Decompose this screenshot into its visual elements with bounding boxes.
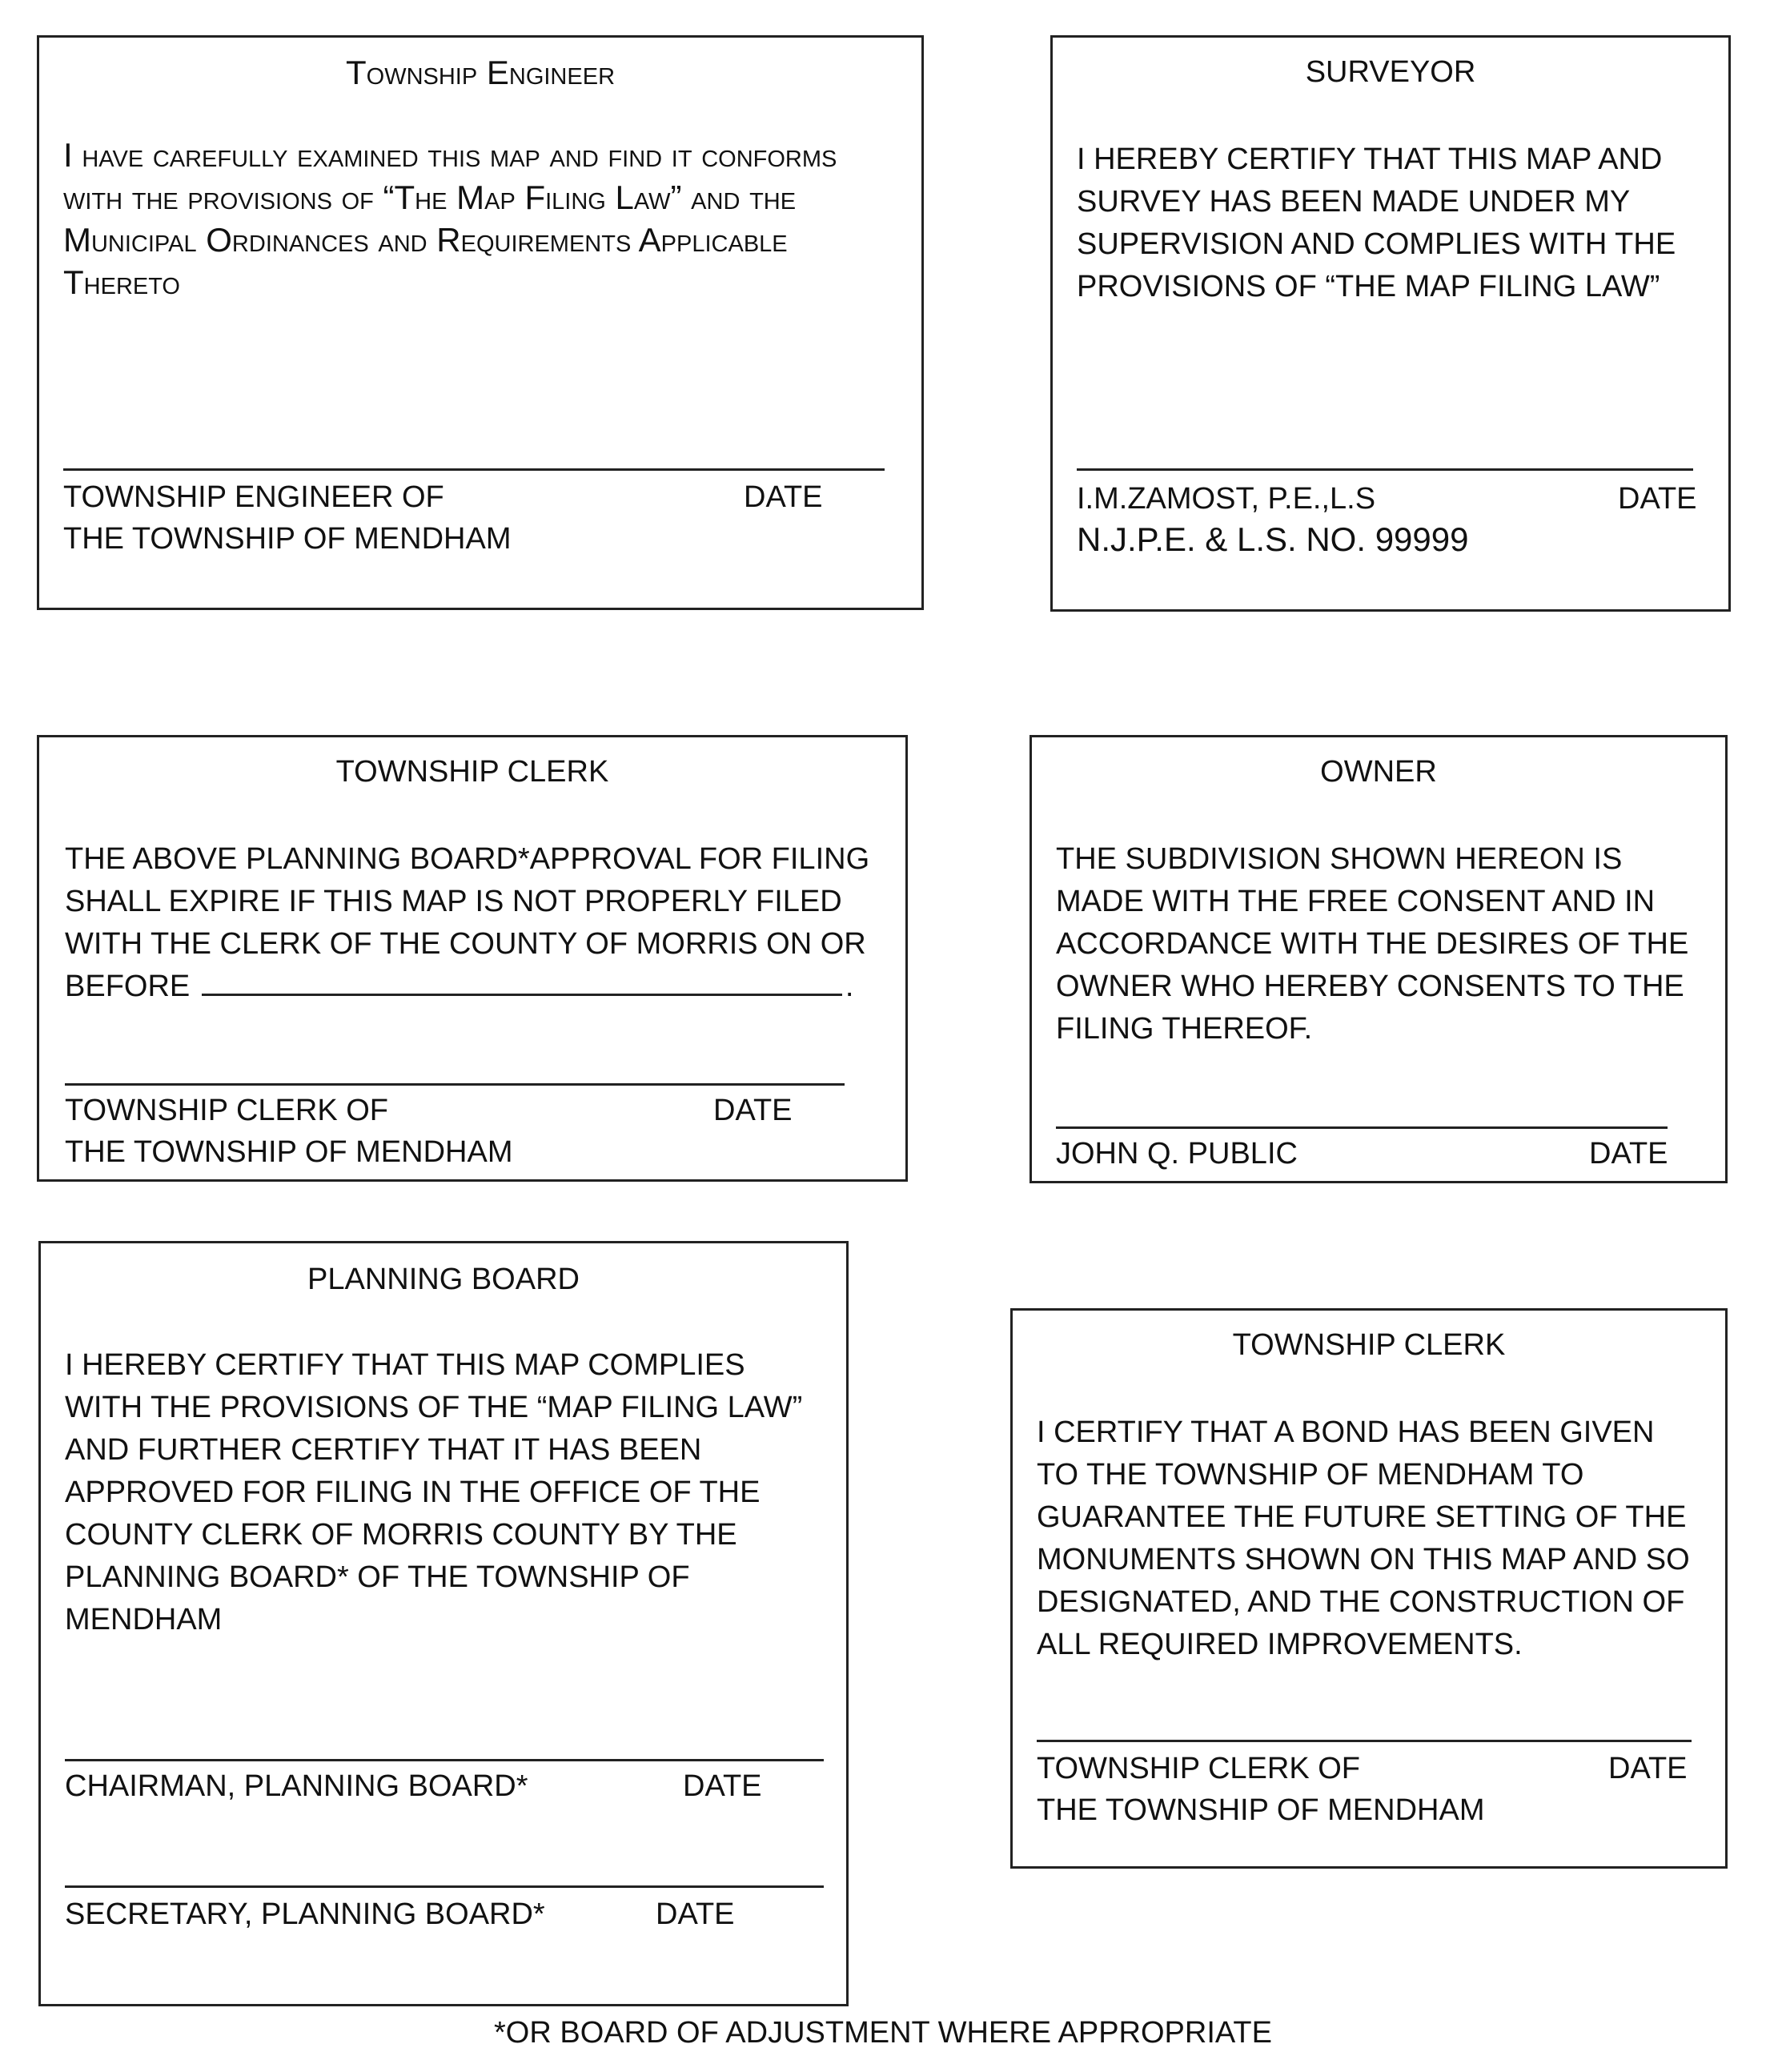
township-clerk-filing-title: TOWNSHIP CLERK — [335, 755, 609, 789]
township-clerk-bond-signer-title: TOWNSHIP CLERK OF — [1037, 1752, 1360, 1785]
township-engineer-text: I have carefully examined this map and find it conforms with the provisions of “The Map Filing Law” and the Municipal Ordinances and Requirements Applicable Thereto — [63, 136, 837, 301]
township-engineer-date-label: DATE — [744, 480, 823, 514]
chairman-signer-title: CHAIRMAN, PLANNING BOARD* — [65, 1769, 528, 1803]
surveyor-text: I HEREBY CERTIFY THAT THIS MAP AND SURVEY HAS BEEN MADE UNDER MY SUPERVISION AND COMPLIES WITH THE PROVISIONS OF “THE MAP FILING LAW” — [1077, 143, 1676, 303]
township-engineer-block — [37, 35, 924, 610]
chairman-signature-line — [65, 1759, 824, 1761]
owner-signature-line — [1056, 1126, 1668, 1129]
planning-board-title: PLANNING BOARD — [307, 1263, 580, 1296]
surveyor-title: SURVEYOR — [1305, 55, 1476, 89]
township-clerk-filing-text: THE ABOVE PLANNING BOARD*APPROVAL FOR FILING SHALL EXPIRE IF THIS MAP IS NOT PROPERLY FILED WITH THE CLERK OF THE COUNTY OF MORRIS ON OR — [65, 842, 870, 961]
secretary-signature-line — [65, 1885, 824, 1888]
township-clerk-bond-text: I CERTIFY THAT A BOND HAS BEEN GIVEN TO THE TOWNSHIP OF MENDHAM TO GUARANTEE THE FUTURE SETTING OF THE MONUMENTS SHOWN ON THIS MAP AND SO DESIGNATED, AND THE CONSTRUCTION OF ALL REQUIRED IMPROVEMENTS. — [1037, 1415, 1690, 1661]
filing-deadline-label: BEFORE — [65, 970, 191, 1003]
filing-deadline-blank[interactable] — [202, 966, 842, 996]
surveyor-license-number: N.J.P.E. & L.S. NO. 99999 — [1077, 520, 1469, 558]
filing-deadline-period: . — [845, 970, 854, 1003]
filing-deadline-row — [65, 966, 853, 1008]
township-clerk-filing-date-label: DATE — [713, 1094, 793, 1127]
township-clerk-bond-signer-township: THE TOWNSHIP OF MENDHAM — [1037, 1793, 1485, 1827]
township-clerk-bond-title: TOWNSHIP CLERK — [1232, 1328, 1506, 1362]
secretary-date-label: DATE — [656, 1897, 735, 1931]
surveyor-signer-name: I.M.ZAMOST, P.E.,L.S — [1077, 482, 1376, 516]
township-clerk-filing-block — [37, 735, 908, 1182]
owner-text: THE SUBDIVISION SHOWN HEREON IS MADE WITH THE FREE CONSENT AND IN ACCORDANCE WITH THE DESIRES OF THE OWNER WHO HEREBY CONSENTS TO THE FILING THEREOF. — [1056, 842, 1689, 1046]
township-clerk-filing-signer-title: TOWNSHIP CLERK OF — [65, 1094, 388, 1127]
township-engineer-signer-township: THE TOWNSHIP OF MENDHAM — [63, 522, 512, 556]
owner-date-label: DATE — [1589, 1137, 1668, 1171]
township-engineer-signature-line — [63, 468, 885, 471]
planning-board-block — [38, 1241, 849, 2006]
owner-signer-name: JOHN Q. PUBLIC — [1056, 1137, 1298, 1171]
surveyor-date-label: DATE — [1618, 482, 1697, 516]
owner-title: OWNER — [1320, 755, 1437, 789]
township-engineer-title: Township Engineer — [345, 54, 616, 91]
chairman-date-label: DATE — [683, 1769, 762, 1803]
secretary-signer-title: SECRETARY, PLANNING BOARD* — [65, 1897, 545, 1931]
township-engineer-signer-title: TOWNSHIP ENGINEER OF — [63, 480, 444, 514]
township-clerk-filing-signature-line — [65, 1083, 845, 1086]
township-clerk-bond-block — [1010, 1308, 1728, 1869]
surveyor-signature-line — [1077, 468, 1693, 471]
surveyor-block — [1050, 35, 1731, 612]
township-clerk-bond-signature-line — [1037, 1740, 1692, 1742]
township-clerk-bond-date-label: DATE — [1608, 1752, 1688, 1785]
township-clerk-filing-signer-township: THE TOWNSHIP OF MENDHAM — [65, 1135, 513, 1169]
owner-block — [1029, 735, 1728, 1183]
footnote: *OR BOARD OF ADJUSTMENT WHERE APPROPRIATE — [494, 2016, 1272, 2050]
planning-board-text: I HEREBY CERTIFY THAT THIS MAP COMPLIES WITH THE PROVISIONS OF THE “MAP FILING LAW” AND FURTHER CERTIFY THAT IT HAS BEEN APPROVED FOR FILING IN THE OFFICE OF THE COUNTY CLERK OF MORRIS COUNTY BY THE PLANNING BOARD* OF THE TOWNSHIP OF MENDHAM — [65, 1348, 803, 1636]
